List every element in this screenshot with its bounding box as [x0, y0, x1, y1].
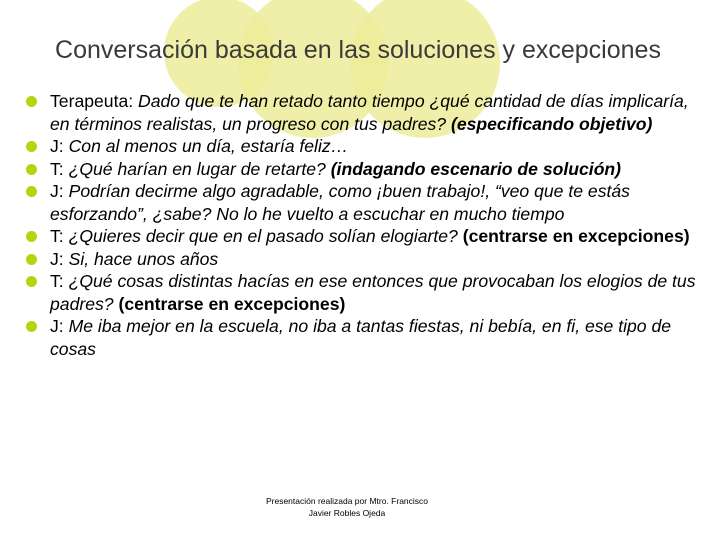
- footer-line: Presentación realizada por Mtro. Francisco: [265, 496, 429, 506]
- bullet-dot-icon: [26, 276, 37, 287]
- bullet-item: [22, 270, 702, 315]
- technique-note: (especificando objetivo): [450, 113, 653, 134]
- bullet-dot-icon: [26, 321, 37, 332]
- bullet-dot-icon: [26, 141, 37, 152]
- dialogue-text: ¿Qué harían en lugar de retarte?: [68, 158, 331, 179]
- bullet-list: [22, 90, 702, 360]
- bullet-item: [22, 248, 702, 271]
- dialogue-text: Me iba mejor en la escuela, no iba a tantas fiestas, ni bebía, en fi, ese tipo de cosas: [50, 316, 672, 359]
- bullet-item: [22, 180, 702, 225]
- speaker: J:: [50, 316, 69, 336]
- bullet-item: [22, 225, 702, 248]
- bullet-dot-icon: [26, 231, 37, 242]
- dialogue-text: ¿Quieres decir que en el pasado solían elogiarte?: [68, 226, 463, 246]
- technique-note: (centrarse en excepciones): [462, 226, 690, 246]
- speaker: Terapeuta:: [50, 91, 139, 111]
- dialogue-text: Si, hace unos años: [68, 248, 219, 269]
- speaker: J:: [50, 248, 69, 269]
- dialogue-text: Dado que te han retado tanto tiempo ¿qué cantidad de días implicaría, en términos realistas, un progreso con tus padres?: [50, 91, 689, 134]
- bullet-item: [22, 315, 702, 360]
- bullet-item: [22, 135, 702, 158]
- bullet-item: [22, 90, 702, 135]
- dialogue-text: Podrían decirme algo agradable, como ¡buen trabajo!, “veo que te estás esforzando”, ¿sabe? No lo he vuelto a escuchar en mucho tiempo: [50, 181, 630, 224]
- bullet-dot-icon: [26, 96, 37, 107]
- dialogue-text: ¿Qué cosas distintas hacías en ese entonces que provocaban los elogios de tus padres?: [50, 271, 696, 314]
- dialogue-text: Con al menos un día, estaría feliz…: [68, 136, 349, 156]
- speaker: T:: [50, 226, 69, 246]
- slide-footer: [247, 495, 447, 519]
- bullet-item: [22, 158, 702, 181]
- slide-title: Conversación basada en las soluciones y excepciones: [55, 36, 661, 64]
- bullet-dot-icon: [26, 254, 37, 265]
- speaker: T:: [50, 158, 69, 179]
- technique-note: (centrarse en excepciones): [118, 293, 346, 314]
- speaker: J:: [50, 136, 69, 156]
- footer-line: Javier Robles Ojeda: [308, 508, 386, 518]
- speaker: T:: [50, 271, 69, 291]
- bullet-dot-icon: [26, 164, 37, 175]
- technique-note: (indagando escenario de solución): [330, 158, 622, 179]
- bullet-dot-icon: [26, 186, 37, 197]
- speaker: J:: [50, 181, 69, 201]
